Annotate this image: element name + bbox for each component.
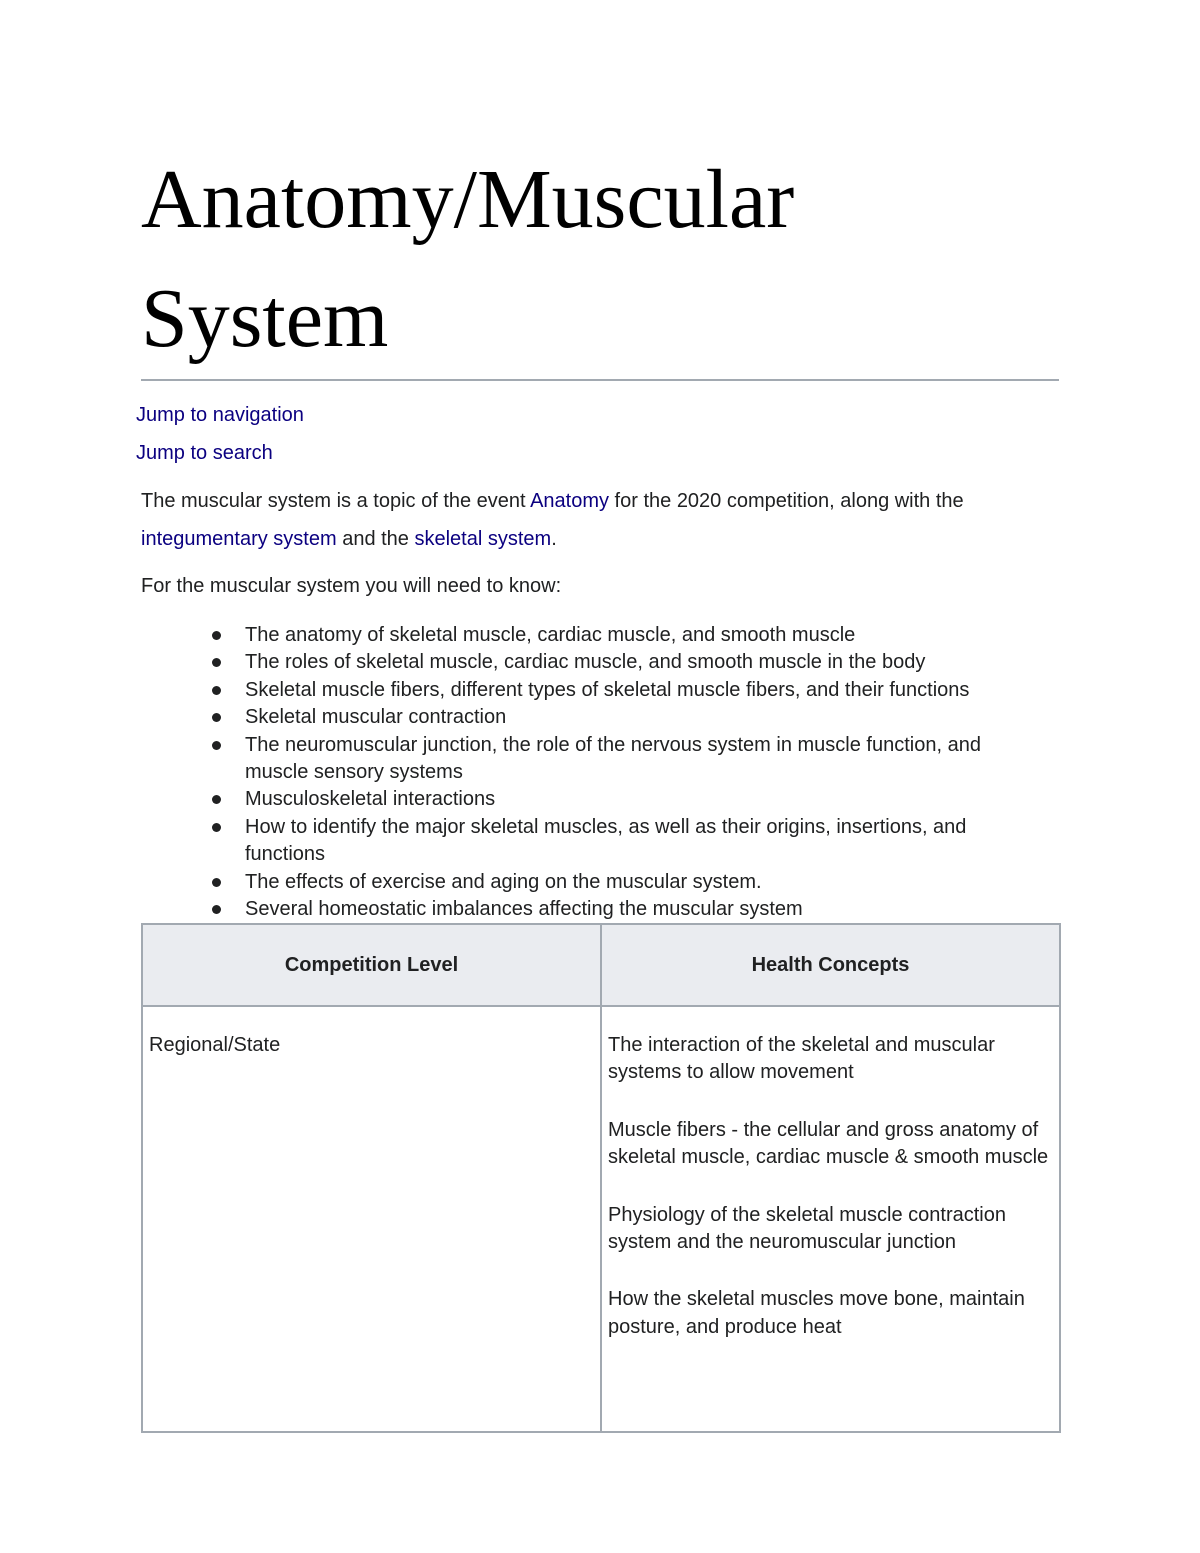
list-item-text: The anatomy of skeletal muscle, cardiac muscle, and smooth muscle [245,624,856,646]
topic-list [245,622,1035,923]
bullet-icon [212,795,221,804]
jump-to-search-link[interactable]: Jump to search [136,442,273,464]
bullet-icon [212,823,221,832]
bullet-icon [212,878,221,887]
list-item-text: How to identify the major skeletal muscles, as well as their origins, insertions, and functions [245,815,967,866]
column-header-health-concepts: Health Concepts [601,924,1060,1006]
health-concept: How the skeletal muscles move bone, maintain posture, and produce heat [608,1288,1025,1338]
list-item-text: Musculoskeletal interactions [245,788,496,811]
list-item-text: Several homeostatic imbalances affecting the muscular system [245,898,803,921]
list-item [245,677,1035,704]
intro-text: . [551,528,557,550]
bullet-icon [212,658,221,667]
list-item [245,869,1035,896]
list-item [245,704,1035,731]
list-item-text: The roles of skeletal muscle, cardiac muscle, and smooth muscle in the body [245,651,926,674]
health-concept: The interaction of the skeletal and muscular systems to allow movement [608,1034,995,1084]
bullet-icon [212,741,221,750]
anatomy-link[interactable]: Anatomy [530,490,609,512]
health-concept: Physiology of the skeletal muscle contraction system and the neuromuscular junction [608,1203,1006,1254]
jump-to-navigation-link[interactable]: Jump to navigation [136,404,304,426]
intro-text: The muscular system is a topic of the event [141,490,531,512]
list-item-text: Skeletal muscle fibers, different types of skeletal muscle fibers, and their functions [245,678,970,701]
list-item [245,649,1035,676]
list-item-text: Skeletal muscular contraction [245,706,507,729]
bullet-icon [212,905,221,914]
intro-paragraph [141,482,1041,558]
bullet-icon [212,686,221,695]
health-concept: Muscle fibers - the cellular and gross anatomy of skeletal muscle, cardiac muscle & smooth muscle [608,1118,1049,1169]
health-concepts-cell [601,1006,1060,1432]
table-row [142,1006,1060,1432]
list-item-text: The effects of exercise and aging on the muscular system. [245,870,762,893]
list-item [245,622,1035,649]
need-to-know-text: For the muscular system you will need to know: [141,575,562,597]
list-item [245,786,1035,813]
competition-level-cell: Regional/State [142,1006,601,1432]
list-item [245,732,1035,787]
skeletal-system-link[interactable]: skeletal system [414,528,552,550]
page-title: Anatomy/Muscular System [141,153,795,365]
bullet-icon [212,631,221,640]
intro-text: for the 2020 competition, along with the [609,490,964,512]
title-divider [141,379,1059,381]
bullet-icon [212,713,221,722]
list-item [245,814,1035,869]
list-item-text: The neuromuscular junction, the role of the nervous system in muscle function, and muscle sensory systems [245,733,981,784]
list-item [245,896,1035,923]
column-header-competition-level: Competition Level [142,924,601,1006]
integumentary-system-link[interactable]: integumentary system [141,528,337,550]
intro-text: and the [336,528,415,550]
table-header-row [142,924,1060,1006]
competition-table [141,923,1061,1433]
